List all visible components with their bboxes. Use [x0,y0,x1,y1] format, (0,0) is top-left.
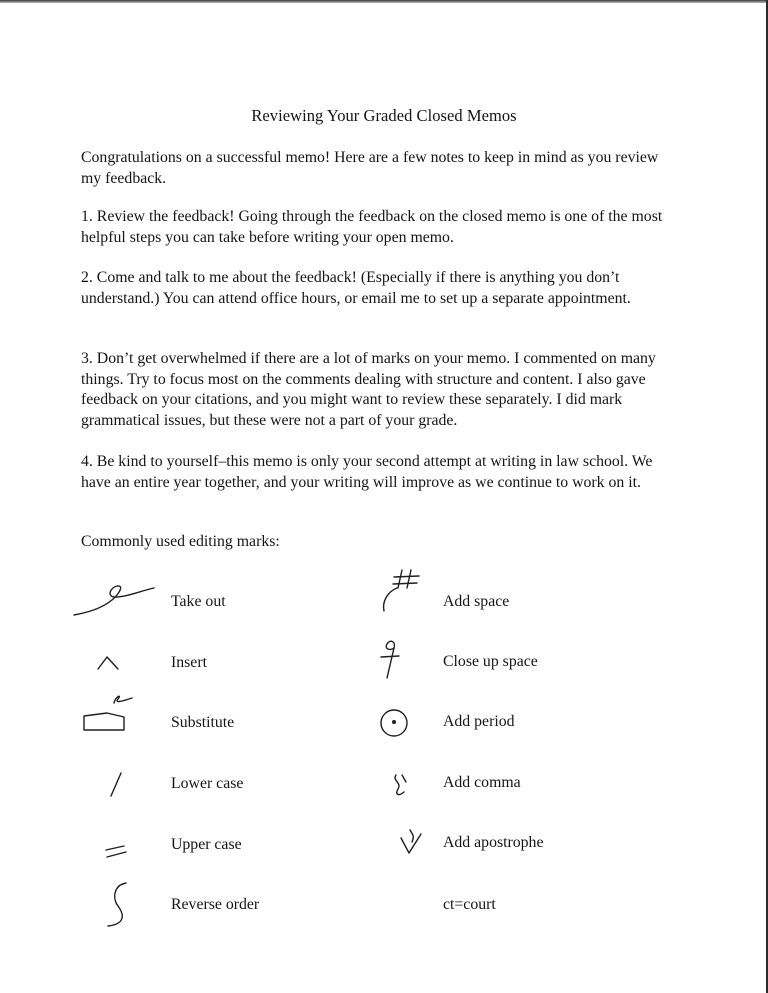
scan-edge-top [0,0,768,3]
mark-label-add-apostrophe: Add apostrophe [443,834,544,851]
page-title: Reviewing Your Graded Closed Memos [251,106,517,125]
comma-mark-icon [384,770,414,806]
mark-label-close-up-space: Close up space [443,653,538,670]
mark-label-upper-case: Upper case [171,836,242,853]
mark-label-court-abbreviation: ct=court [443,896,496,913]
close-up-mark-icon [370,638,406,682]
period-mark-icon [378,706,412,740]
space-mark-icon [375,566,425,616]
delete-mark-icon [72,582,162,622]
substitute-mark-icon [82,690,138,736]
mark-label-insert: Insert [171,654,207,671]
double-underline-mark-icon [102,840,130,862]
mark-label-reverse-order: Reverse order [171,896,260,913]
point-4-paragraph: 4. Be kind to yourself–this memo is only your second attempt at writing in law school. We have an entire year together, and your writing will improve as we continue to work on it. [81,453,653,491]
mark-label-substitute: Substitute [171,714,235,731]
editing-marks-heading: Commonly used editing marks: [81,533,280,550]
mark-label-add-comma: Add comma [443,774,521,791]
mark-label-add-period: Add period [443,713,515,730]
transpose-mark-icon [104,880,134,932]
caret-mark-icon [96,652,124,672]
intro-paragraph: Congratulations on a successful memo! Here are a few notes to keep in mind as you review my feedback. [81,149,659,187]
mark-label-add-space: Add space [443,593,510,610]
mark-label-take-out: Take out [171,593,226,610]
point-3-paragraph: 3. Don’t get overwhelmed if there are a lot of marks on your memo. I commented on many things. Try to focus most on the comments dealing with structure and content. I also gave feedback on your citations, and you might want to review these separately. I did mark grammatical issues, but these were not a part of your grade. [81,350,656,429]
point-1-paragraph: 1. Review the feedback! Going through the feedback on the closed memo is one of the most helpful steps you can take before writing your open memo. [81,208,663,246]
apostrophe-mark-icon [396,826,428,860]
point-2-paragraph: 2. Come and talk to me about the feedback! (Especially if there is anything you don’t understand.) You can attend office hours, or email me to set up a separate appointment. [81,269,631,307]
slash-mark-icon [104,770,128,800]
mark-label-lower-case: Lower case [171,775,244,792]
